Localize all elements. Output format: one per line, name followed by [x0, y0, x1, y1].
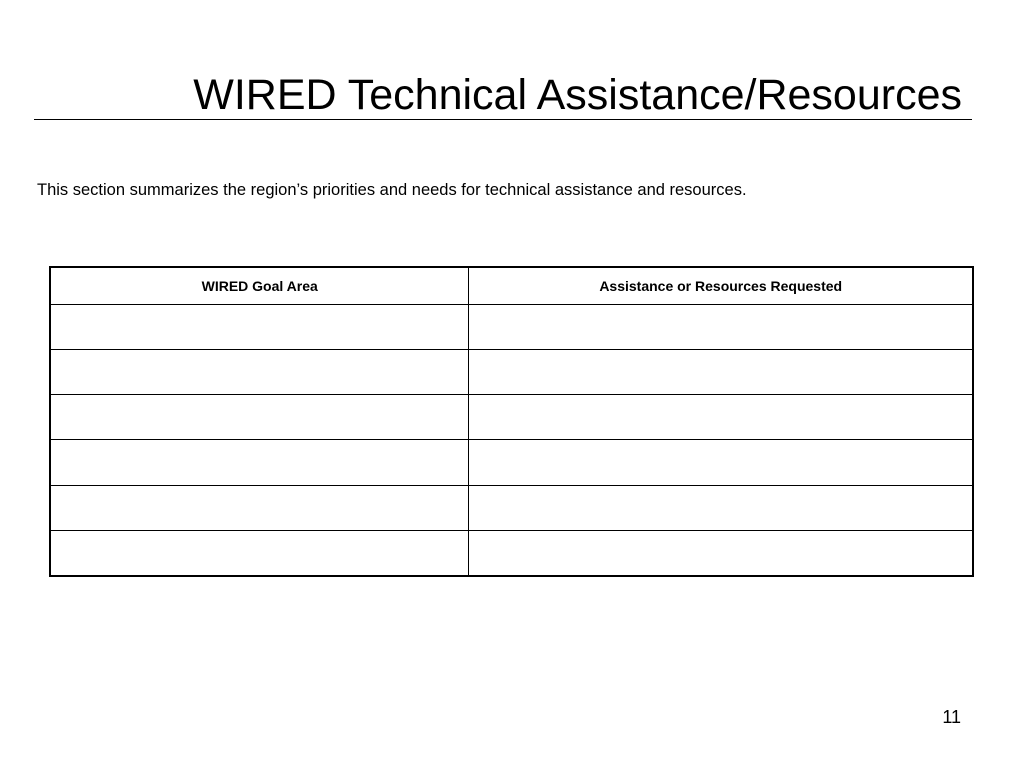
- assistance-cell: [469, 305, 973, 350]
- assistance-cell: [469, 350, 973, 395]
- header-assistance-requested: Assistance or Resources Requested: [469, 267, 973, 305]
- goal-area-cell: [50, 305, 469, 350]
- header-goal-area: WIRED Goal Area: [50, 267, 469, 305]
- assistance-cell: [469, 395, 973, 440]
- title-divider: [34, 119, 972, 120]
- goal-area-cell: [50, 530, 469, 576]
- goal-area-cell: [50, 440, 469, 485]
- goal-area-cell: [50, 485, 469, 530]
- slide-title: WIRED Technical Assistance/Resources: [193, 71, 962, 119]
- table-row: [50, 485, 973, 530]
- table-header-row: [50, 267, 973, 305]
- table-row: [50, 395, 973, 440]
- table-row: [50, 305, 973, 350]
- table-row: [50, 530, 973, 576]
- goal-area-cell: [50, 350, 469, 395]
- page-number: 11: [942, 707, 961, 727]
- assistance-cell: [469, 440, 973, 485]
- assistance-cell: [469, 485, 973, 530]
- resource-table: [49, 266, 974, 577]
- goal-area-cell: [50, 395, 469, 440]
- table-row: [50, 350, 973, 395]
- table-row: [50, 440, 973, 485]
- intro-text: This section summarizes the region’s priorities and needs for technical assistance and resources.: [37, 181, 747, 199]
- assistance-cell: [469, 530, 973, 576]
